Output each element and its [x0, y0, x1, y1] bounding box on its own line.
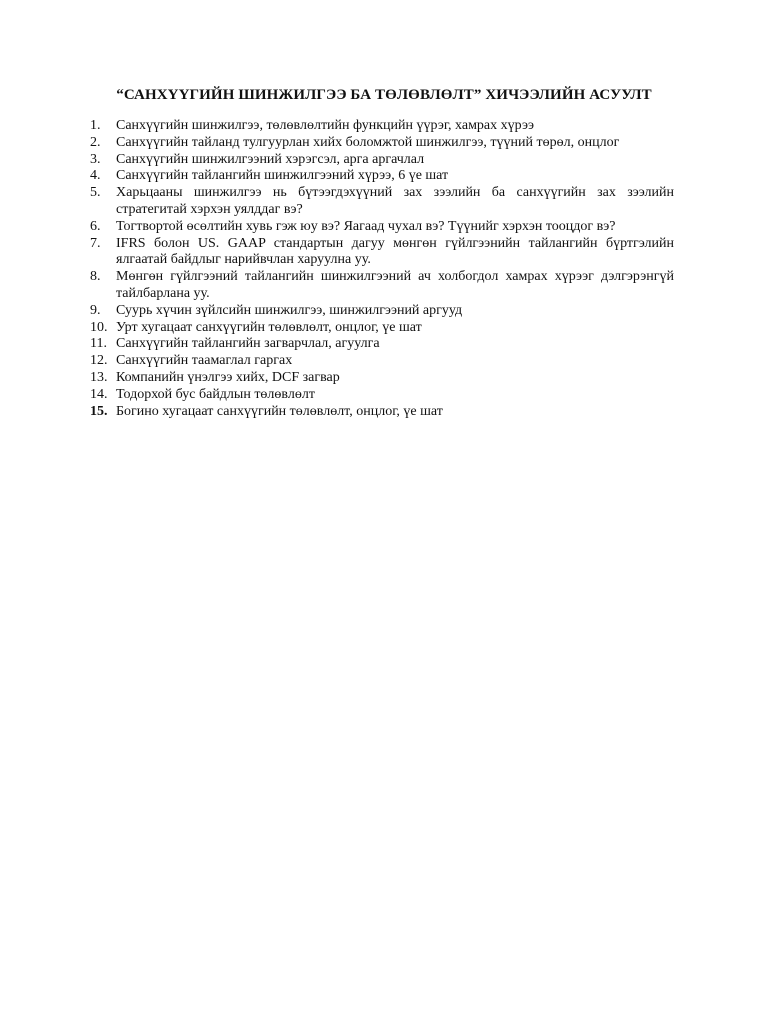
question-item	[90, 404, 674, 421]
question-number: 4.	[90, 168, 101, 184]
question-number: 2.	[90, 134, 101, 150]
question-text: Мөнгөн гүйлгээний тайлангийн шинжилгээний ач холбогдол хамрах хүрээг дэлгэрэнгүй тайлбарлана уу.	[116, 269, 674, 301]
question-item	[90, 152, 674, 169]
question-text: Тогтвортой өсөлтийн хувь гэж юу вэ? Яагаад чухал вэ? Түүнийг хэрхэн тооцдог вэ?	[116, 218, 616, 234]
question-number: 1.	[90, 118, 101, 133]
question-text: Санхүүгийн тайлангийн загварчлал, агуулга	[116, 336, 380, 352]
question-text: IFRS болон US. GAAP стандартын дагуу мөнгөн гүйлгээнийн тайлангийн бүртгэлийн ялгаатай байдлыг нарийвчлан харуулна уу.	[116, 235, 674, 268]
question-number: 13.	[90, 369, 108, 385]
question-list	[90, 118, 674, 420]
question-number: 11.	[90, 336, 107, 352]
question-number: 12.	[90, 353, 108, 369]
question-item	[90, 336, 674, 353]
question-text: Санхүүгийн тайлангийн шинжилгээний хүрээ, 6 үе шат	[116, 168, 449, 184]
question-number: 3.	[90, 151, 101, 167]
question-item	[90, 219, 674, 236]
question-text: Суурь хүчин зүйлсийн шинжилгээ, шинжилгээний аргууд	[116, 302, 463, 318]
question-text: Харьцааны шинжилгээ нь бүтээгдэхүүний зах зээлийн ба санхүүгийн зах зээлийн стратегитай хэрхэн уялддаг вэ?	[116, 185, 674, 217]
question-item	[90, 320, 674, 337]
question-text: Санхүүгийн тайланд тулгуурлан хийх боломжтой шинжилгээ, түүний төрөл, онцлог	[116, 134, 620, 150]
question-item	[90, 387, 674, 404]
question-item	[90, 185, 674, 219]
question-number: 5.	[90, 185, 101, 201]
question-number: 7.	[90, 235, 101, 251]
question-number: 6.	[90, 218, 101, 234]
document-title: “САНХҮҮГИЙН ШИНЖИЛГЭЭ БА ТӨЛӨВЛӨЛТ” ХИЧЭЭЛИЙН АСУУЛТ	[116, 87, 652, 103]
question-number: 15.	[90, 403, 108, 419]
question-text: Тодорхой бус байдлын төлөвлөлт	[116, 386, 315, 402]
question-text: Санхүүгийн шинжилгээ, төлөвлөлтийн функцийн үүрэг, хамрах хүрээ	[116, 118, 535, 133]
question-item	[90, 353, 674, 370]
question-item	[90, 370, 674, 387]
question-item	[90, 135, 674, 152]
question-item	[90, 303, 674, 320]
question-text: Урт хугацаат санхүүгийн төлөвлөлт, онцлог, үе шат	[116, 319, 422, 335]
question-text: Санхүүгийн шинжилгээний хэрэгсэл, арга аргачлал	[116, 151, 425, 167]
question-text: Компанийн үнэлгээ хийх, DCF загвар	[116, 369, 340, 385]
question-number: 9.	[90, 302, 101, 318]
question-item	[90, 168, 674, 185]
question-text: Богино хугацаат санхүүгийн төлөвлөлт, онцлог, үе шат	[116, 403, 443, 419]
question-item	[90, 118, 674, 135]
question-item	[90, 269, 674, 303]
question-number: 14.	[90, 386, 108, 402]
question-item	[90, 236, 674, 270]
question-number: 10.	[90, 319, 108, 335]
question-number: 8.	[90, 269, 101, 285]
question-text: Санхүүгийн таамаглал гаргах	[116, 353, 293, 369]
